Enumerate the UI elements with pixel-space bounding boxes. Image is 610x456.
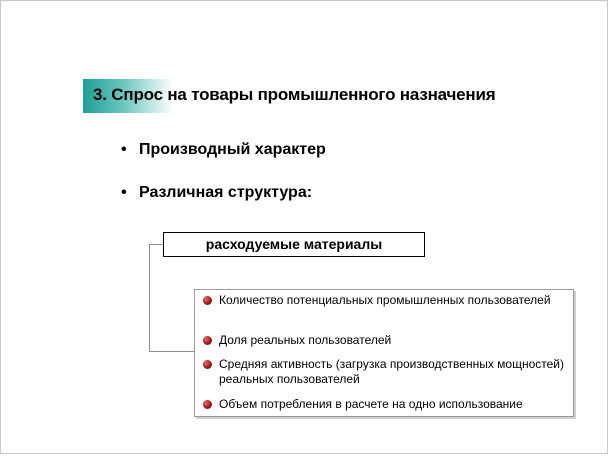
consumables-category-box: расходуемые материалы <box>163 232 425 257</box>
factor-text: Средняя активность (загрузка производственных мощностей) реальных пользователей <box>219 357 564 386</box>
bullet-dot-icon <box>203 400 212 409</box>
connector-line-vertical <box>149 244 150 351</box>
bullet-dot-icon <box>203 360 212 369</box>
bullet-marker: • <box>121 141 127 158</box>
connector-line-top <box>149 244 163 245</box>
factor-text: Количество потенциальных промышленных пользователей <box>219 293 551 307</box>
bullet-text: Производный характер <box>139 141 326 158</box>
connector-line-bottom <box>149 351 194 352</box>
demand-factors-box <box>194 289 574 417</box>
bullet-derived-character <box>121 141 326 159</box>
factor-item-average-activity <box>203 357 565 387</box>
bullet-marker: • <box>121 184 127 201</box>
factor-item-real-users-share <box>203 333 565 348</box>
factor-item-consumption-volume <box>203 397 565 412</box>
factor-item-potential-users <box>203 293 565 308</box>
bullet-dot-icon <box>203 336 212 345</box>
bullet-different-structure <box>121 184 312 202</box>
bullet-text: Различная структура: <box>139 184 313 201</box>
factor-text: Доля реальных пользователей <box>219 333 392 347</box>
bullet-dot-icon <box>203 296 212 305</box>
slide-title: 3. Спрос на товары промышленного назначения <box>93 85 496 104</box>
factor-text: Объем потребления в расчете на одно использование <box>219 397 523 411</box>
